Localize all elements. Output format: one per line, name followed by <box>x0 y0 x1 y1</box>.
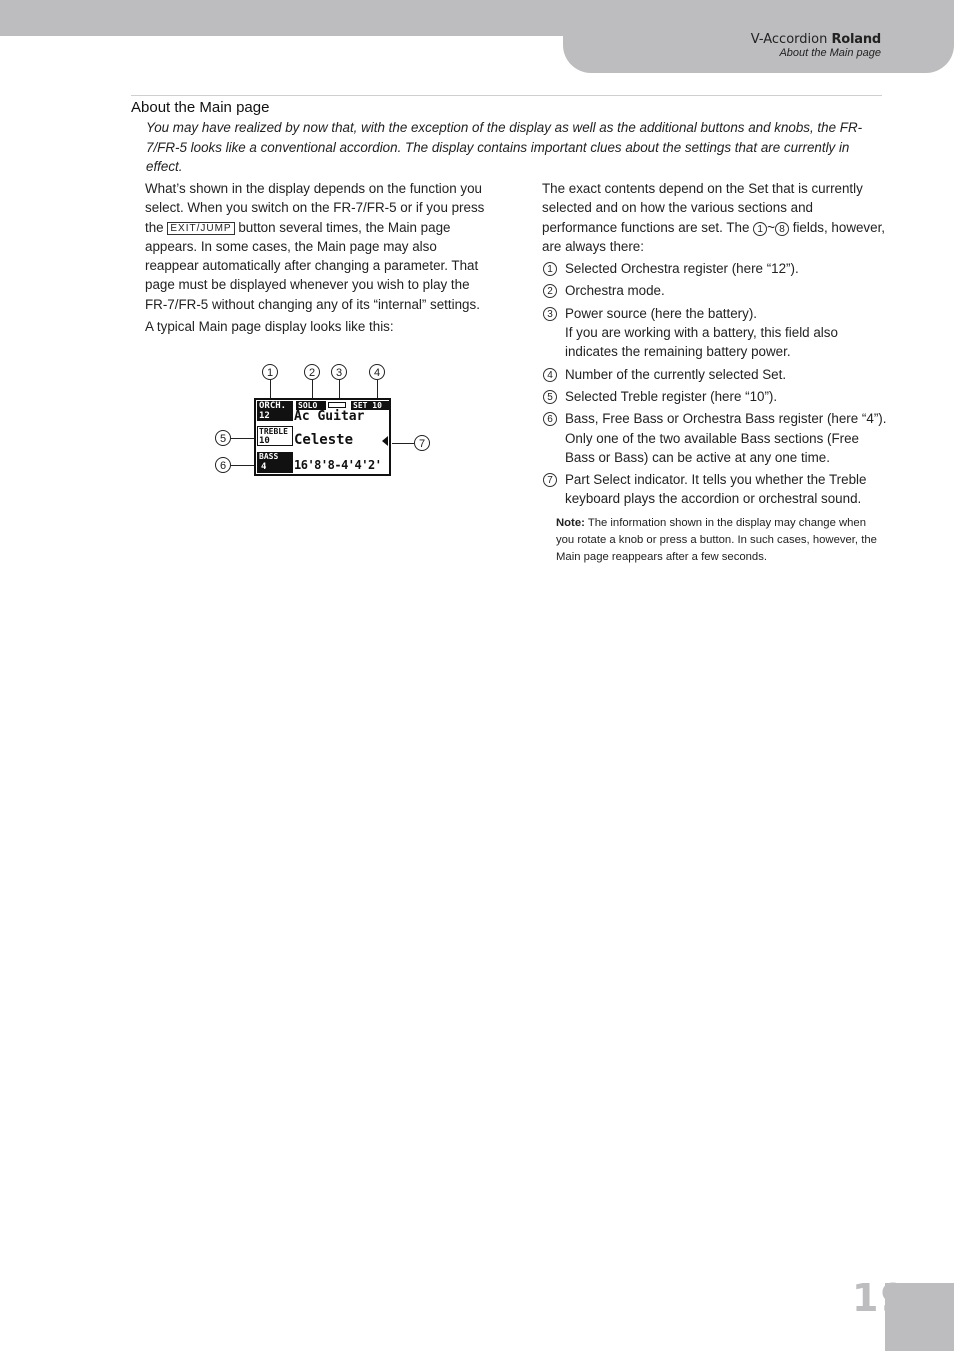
list-item: 6 Bass, Free Bass or Orchestra Bass register (here “4”). Only one of the two available Bass sections (Free Bass or Bass) can be active at any one time. <box>542 409 887 467</box>
orch-sound-name: Ac Guitar <box>294 409 365 424</box>
brand-logo: Roland <box>831 32 881 47</box>
leader-5 <box>231 438 255 439</box>
bass-register-field: BASS 4 <box>257 452 293 473</box>
list-item: 7 Part Select indicator. It tells you whether the Treble keyboard plays the accordion or orchestral sound. <box>542 470 887 509</box>
list-item: 3 Power source (here the battery). If you are working with a battery, this field also indicates the remaining battery power. <box>542 304 887 362</box>
right-paragraph-1: The exact contents depend on the Set that is currently selected and on how the various sections and performance functions are set. The 1 ~ 8 fields, however, are always there: <box>542 181 886 254</box>
battery-icon <box>328 402 346 408</box>
list-item: 4 Number of the currently selected Set. <box>542 365 887 384</box>
right-column <box>542 179 887 566</box>
set-number-field: SET 10 <box>351 401 390 410</box>
intro-paragraph: You may have realized by now that, with the exception of the display as well as the additional buttons and knobs, the FR-7/FR-5 looks like a conventional accordion. The display contains important clues about the settings that are currently in effect. <box>146 120 863 174</box>
callout-4: 4 <box>369 364 385 380</box>
list-item: 2 Orchestra mode. <box>542 281 887 300</box>
leader-7 <box>392 443 414 444</box>
divider <box>131 95 882 96</box>
list-item: 5 Selected Treble register (here “10”). <box>542 387 887 406</box>
list-item: 1 Selected Orchestra register (here “12”). <box>542 259 887 278</box>
field-list <box>542 259 887 509</box>
leader-4 <box>377 380 378 400</box>
callout-7: 7 <box>414 435 430 451</box>
header-section: About the Main page <box>779 47 881 59</box>
bass-footage: 16'8'8-4'4'2' <box>294 458 382 472</box>
main-page-display-figure <box>212 362 438 480</box>
callout-2: 2 <box>304 364 320 380</box>
callout-5: 5 <box>215 430 231 446</box>
left-paragraph-1: What’s shown in the display depends on the function you select. When you switch on the FR-7/FR-5 or if you press the EXIT/JUMP button several times, the Main page appears. In some cases, the Main page may also reappear automatically after changing a parameter. That page must be displayed whenever you wish to play the FR-7/FR-5 without changing any of its “internal” settings. <box>145 181 485 312</box>
callout-1: 1 <box>262 364 278 380</box>
callout-3: 3 <box>331 364 347 380</box>
callout-6: 6 <box>215 457 231 473</box>
leader-3 <box>339 380 340 400</box>
section-title: About the Main page <box>131 99 270 116</box>
page-number: 19 <box>852 1276 909 1320</box>
left-column <box>145 179 490 339</box>
exit-jump-key: EXIT/JUMP <box>167 222 234 235</box>
treble-sound-name: Celeste <box>294 432 354 448</box>
leader-6 <box>231 465 255 466</box>
part-select-arrow-icon <box>382 436 388 446</box>
header-product: V-Accordion Roland <box>750 32 881 47</box>
treble-register-field: TREBLE 10 <box>257 426 293 446</box>
left-paragraph-2: A typical Main page display looks like this: <box>145 319 394 335</box>
orchestra-mode-field: SOLO <box>296 401 326 410</box>
orch-register-field: ORCH. 12 <box>257 401 293 421</box>
lcd-screen <box>254 398 391 476</box>
note: Note: The information shown in the display may change when you rotate a knob or press a button. In such cases, however, the Main page reappears after a few seconds. <box>556 516 877 563</box>
leader-2 <box>312 380 313 400</box>
